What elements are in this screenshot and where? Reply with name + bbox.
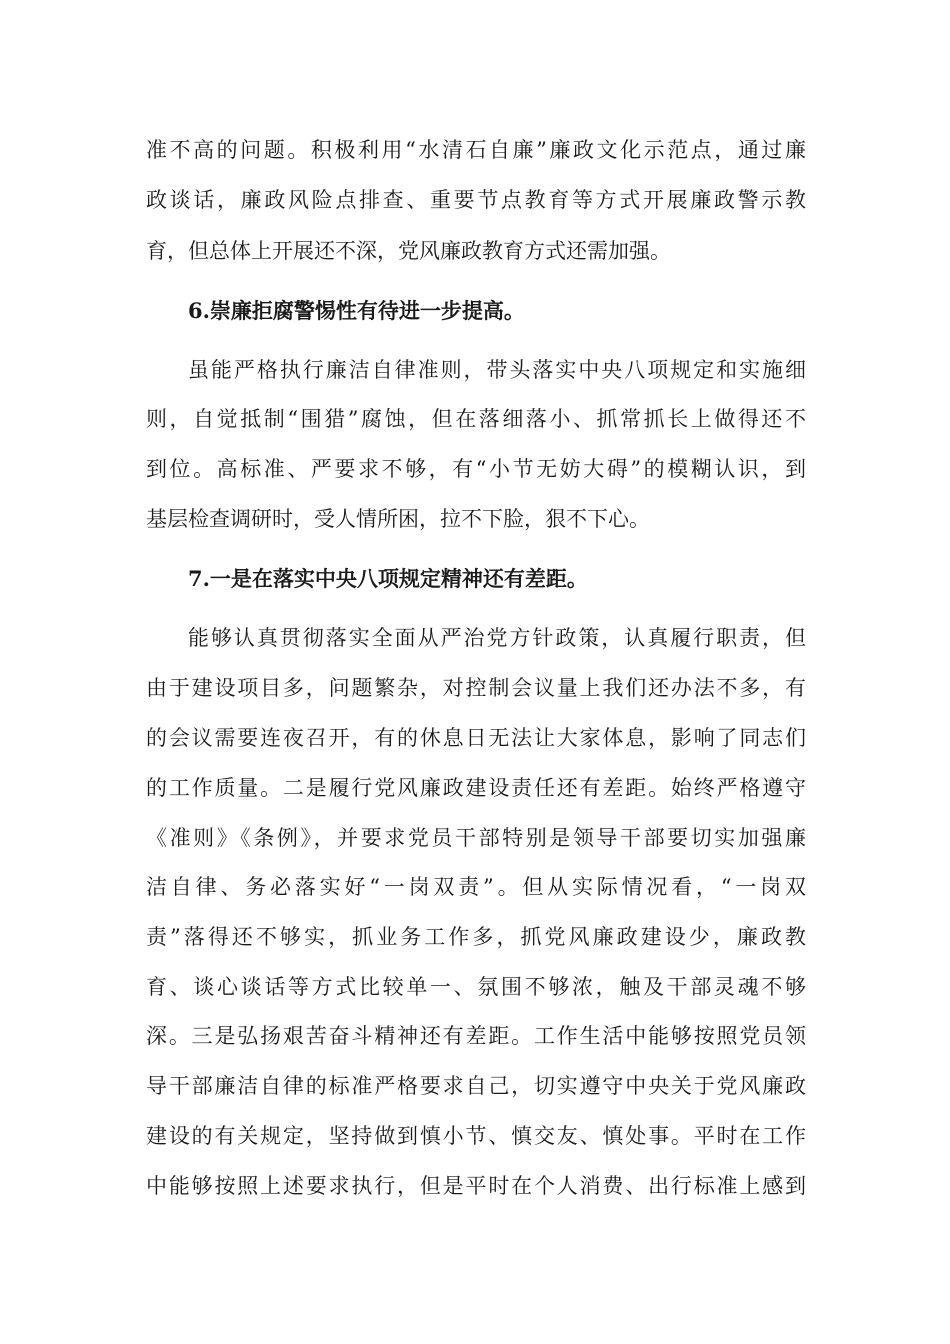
paragraph-line: 的工作质量。二是履行党风廉政建设责任还有差距。始终严格遵守 xyxy=(146,776,806,800)
paragraph-line: 则，自觉抵制“围猎”腐蚀，但在落细落小、抓常抓长上做得还不 xyxy=(146,407,806,431)
paragraph-line: 深。三是弘扬艰苦奋斗精神还有差距。工作生活中能够按照党员领 xyxy=(146,1024,806,1048)
paragraph-line: 建设的有关规定，坚持做到慎小节、慎交友、慎处事。平时在工作 xyxy=(146,1124,806,1148)
paragraph-line: 到位。高标准、严要求不够，有“小节无妨大碍”的模糊认识，到 xyxy=(146,457,806,481)
paragraph-line: 责”落得还不够实，抓业务工作多，抓党风廉政建设少，廉政教 xyxy=(146,925,806,949)
section-7-heading: 7.一是在落实中央八项规定精神还有差距。 xyxy=(188,566,588,591)
paragraph-line: 导干部廉洁自律的标准严格要求自己，切实遵守中央关于党风廉政 xyxy=(146,1074,806,1098)
paragraph-line: 《准则》《条例》，并要求党员干部特别是领导干部要切实加强廉 xyxy=(146,826,806,850)
paragraph-line: 政谈话，廉政风险点排查、重要节点教育等方式开展廉政警示教 xyxy=(146,188,806,212)
paragraph-line: 育、谈心谈话等方式比较单一、氛围不够浓，触及干部灵魂不够 xyxy=(146,975,806,999)
paragraph-line: 虽能严格执行廉洁自律准则，带头落实中央八项规定和实施细 xyxy=(188,358,806,382)
paragraph-line: 基层检查调研时，受人情所困，拉不下脸，狠不下心。 xyxy=(146,507,650,531)
paragraph-line: 准不高的问题。积极利用“水清石自廉”廉政文化示范点，通过廉 xyxy=(146,138,806,162)
section-6-heading: 6.崇廉拒腐警惕性有待进一步提高。 xyxy=(188,298,525,323)
paragraph-line: 洁自律、务必落实好“一岗双责”。但从实际情况看，“一岗双 xyxy=(146,875,806,899)
paragraph-line: 中能够按照上述要求执行，但是平时在个人消费、出行标准上感到 xyxy=(146,1174,806,1198)
paragraph-line: 能够认真贯彻落实全面从严治党方针政策，认真履行职责，但 xyxy=(188,626,806,650)
paragraph-line: 的会议需要连夜召开，有的休息日无法让大家体息，影响了同志们 xyxy=(146,726,806,750)
paragraph-line: 育，但总体上开展还不深，党风廉政教育方式还需加强。 xyxy=(146,239,671,263)
paragraph-line: 由于建设项目多，问题繁杂，对控制会议量上我们还办法不多，有 xyxy=(146,676,806,700)
